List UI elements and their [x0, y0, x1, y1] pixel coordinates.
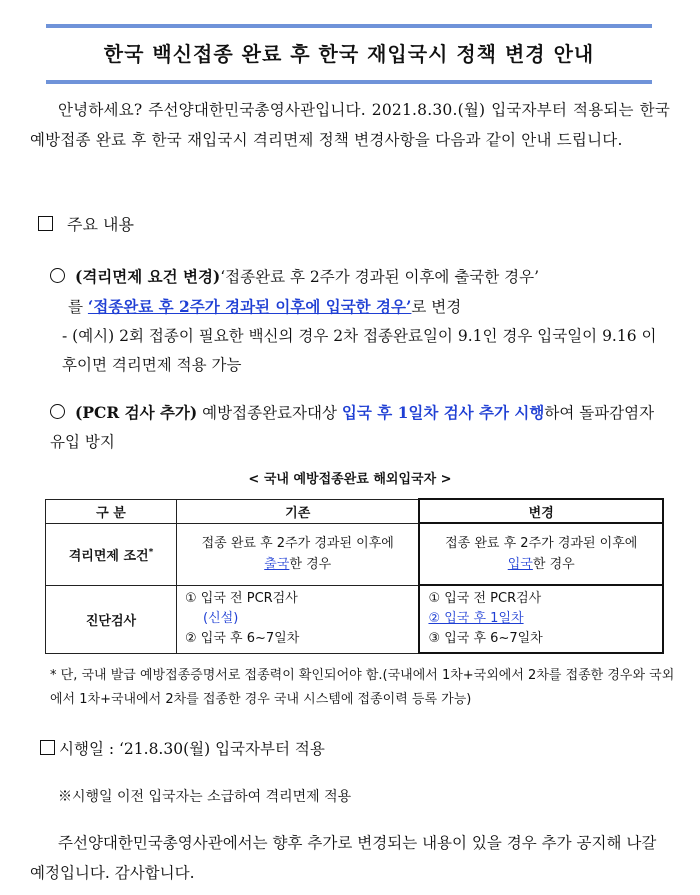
new-word: 입국 — [507, 557, 533, 572]
item1-line1 — [50, 262, 670, 292]
table-header-row — [46, 499, 664, 523]
table-row — [46, 523, 664, 585]
header-old: 기존 — [177, 499, 420, 523]
implementation-date — [40, 737, 325, 759]
header-category: 구 분 — [46, 499, 177, 523]
bullet-circle-icon — [50, 404, 65, 419]
cell-old-condition: 접종 완료 후 2주가 경과된 이후에 출국한 경우 — [177, 523, 420, 585]
item1-connector: 를 — [68, 298, 83, 316]
intro-paragraph: 안녕하세요? 주선양대한민국총영사관입니다. 2021.8.30.(월) 입국자부터 적용되는 한국 예방접종 완료 후 한국 재입국시 격리면제 정책 변경사항을 다음과 같이 안내 드립니다. — [30, 101, 670, 149]
item1-new-condition: ‘접종완료 후 2주가 경과된 이후에 입국한 경우’ — [87, 297, 412, 316]
title-banner — [46, 24, 652, 84]
header-new: 변경 — [419, 499, 663, 523]
cell-old-tests: ① 입국 전 PCR검사 (신설) ② 입국 후 6~7일차 — [177, 585, 420, 653]
cell-new-tests: ① 입국 전 PCR검사 ② 입국 후 1일차 ③ 입국 후 6~7일차 — [419, 585, 663, 653]
section-heading-label: 주요 내용 — [67, 215, 134, 234]
bullet-circle-icon — [50, 268, 65, 283]
page-title: 한국 백신접종 완료 후 한국 재입국시 정책 변경 안내 — [103, 42, 595, 66]
item1-change-suffix: 로 변경 — [411, 298, 462, 316]
footnote: * 단, 국내 발급 예방접종증명서로 접종력이 확인되어야 함.(국내에서 1차+국외에서 2차를 접종한 경우와 국외에서 1차+국내에서 2차를 접종한 경우 국내 시스템에 접종이력 등록 가능) — [50, 668, 675, 707]
comparison-table — [45, 498, 664, 654]
checkbox-square-icon — [40, 740, 55, 755]
row-head-test: 진단검사 — [46, 585, 177, 653]
item1-label: (격리면제 요건 변경) — [75, 267, 221, 286]
item-exemption-change — [50, 262, 670, 380]
implementation-text: 시행일 : ‘21.8.30(월) 입국자부터 적용 — [59, 740, 325, 758]
item2-text-after: 하여 돌파감염자 유입 방지 — [50, 404, 655, 451]
item2-label: (PCR 검사 추가) — [75, 403, 198, 422]
checkbox-square-icon — [38, 216, 53, 231]
retroactive-note: ※시행일 이전 입국자는 소급하여 격리면제 적용 — [58, 789, 352, 805]
item-pcr-added — [50, 398, 670, 457]
table-caption: < 국내 예방접종완료 해외입국자 > — [248, 472, 452, 487]
table-row — [46, 585, 664, 653]
closing-paragraph: 주선양대한민국총영사관에서는 향후 추가로 변경되는 내용이 있을 경우 추가 공지해 나갈 예정입니다. 감사합니다. — [30, 834, 657, 882]
item1-example: - (예시) 2회 접종이 필요한 백신의 경우 2차 접종완료일이 9.1인 경우 입국일이 9.16 이후이면 격리면제 적용 가능 — [62, 327, 657, 374]
item2-highlight: 입국 후 1일차 검사 추가 시행 — [341, 403, 545, 422]
old-word: 출국 — [264, 557, 290, 572]
item1-old-condition: ‘접종완료 후 2주가 경과된 이후에 출국한 경우’ — [220, 268, 540, 286]
item1-line2 — [50, 292, 670, 322]
row-head-exemption: 격리면제 조건* — [46, 523, 177, 585]
item2-text-before: 예방접종완료자대상 — [202, 404, 337, 422]
section-heading — [38, 212, 134, 235]
cell-new-condition: 접종 완료 후 2주가 경과된 이후에 입국한 경우 — [419, 523, 663, 585]
